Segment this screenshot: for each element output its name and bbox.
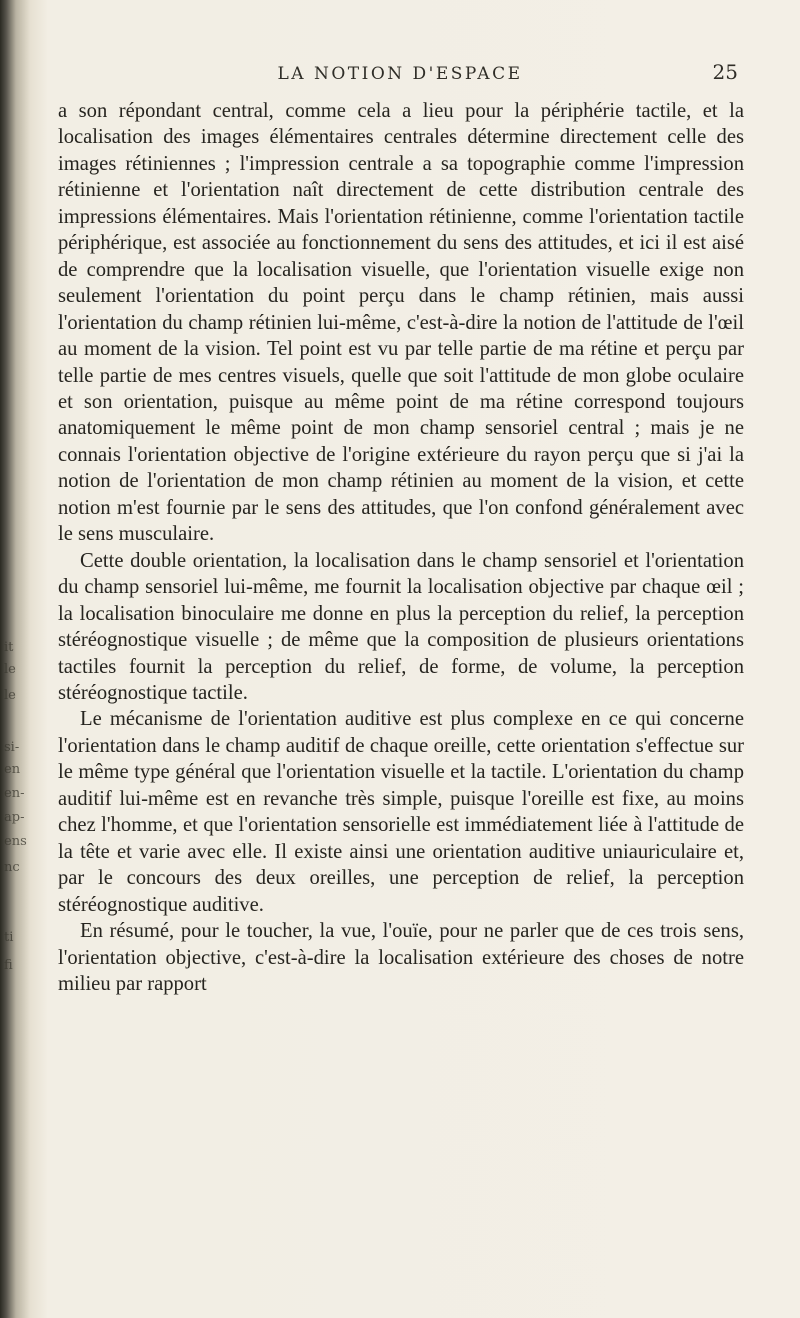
paragraph: Cette double orientation, la localisation dans le champ sensoriel et l'orientation du champ sensoriel lui-même, me fournit la localisation objective par chaque œil ; la localisation binoculaire me donne en plus la perception du relief, la perception stéréognostique visuelle ; de même que la composition de plusieurs orientations tactiles fournit la perception du relief, de forme, de volume, la perception stéréognostique tactile.	[58, 549, 744, 704]
bleed-through-margin: it le le si- en en- ap- ens nc ti fi	[4, 640, 27, 973]
running-head: LA NOTION D'ESPACE	[277, 64, 523, 84]
paragraph: a son répondant central, comme cela a lieu pour la périphérie tactile, et la localisation des images élémentaires centrales détermine directement celle des images rétiniennes ; l'impression centrale a sa topographie comme l'impression rétinienne et l'orientation naît directement de cette distribution centrale des impressions élémentaires. Mais l'orientation rétinienne, comme l'orientation tactile périphérique, est associée au fonctionnement du sens des attitudes, et ici il est aisé de comprendre que la localisation visuelle, que l'orientation visuelle exige non seulement l'orientation du point perçu dans le champ rétinien, mais aussi l'orientation du champ rétinien lui-même, c'est-à-dire la notion de l'attitude de l'œil au moment de la vision. Tel point est vu par telle partie de ma rétine et perçu par telle partie de mes centres visuels, quelle que soit l'attitude de mon globe oculaire et son orientation, puisque au même point de ma rétine correspond toujours anatomiquement le même point de mon champ sensoriel central ; mais je ne connais l'orientation objective de l'origine extérieure du rayon perçu que si j'ai la notion de l'orientation de mon champ rétinien au moment de la vision, et cette notion m'est fournie par le sens des attitudes, que l'on confond généralement avec le sens musculaire.	[58, 100, 744, 546]
page-header	[0, 60, 800, 94]
page-number: 25	[712, 60, 738, 84]
paragraph: En résumé, pour le toucher, la vue, l'ouïe, pour ne parler que de ces trois sens, l'orientation objective, c'est-à-dire la localisation extérieure des choses de notre milieu par rapport	[58, 920, 744, 995]
body-text	[58, 98, 744, 997]
paragraph: Le mécanisme de l'orientation auditive est plus complexe en ce qui concerne l'orientation dans le champ auditif de chaque oreille, cette orientation s'effectue sur le même type général que l'orientation visuelle et la tactile. L'orientation du champ auditif lui-même est en revanche très simple, puisque l'oreille est fixe, au moins chez l'homme, et que l'orientation sensorielle est immédiatement liée à l'attitude de la tête et varie avec elle. Il existe ainsi une orientation auditive uniauriculaire et, par le concours des deux oreilles, une perception de relief, la perception stéréognostique auditive.	[58, 708, 744, 916]
